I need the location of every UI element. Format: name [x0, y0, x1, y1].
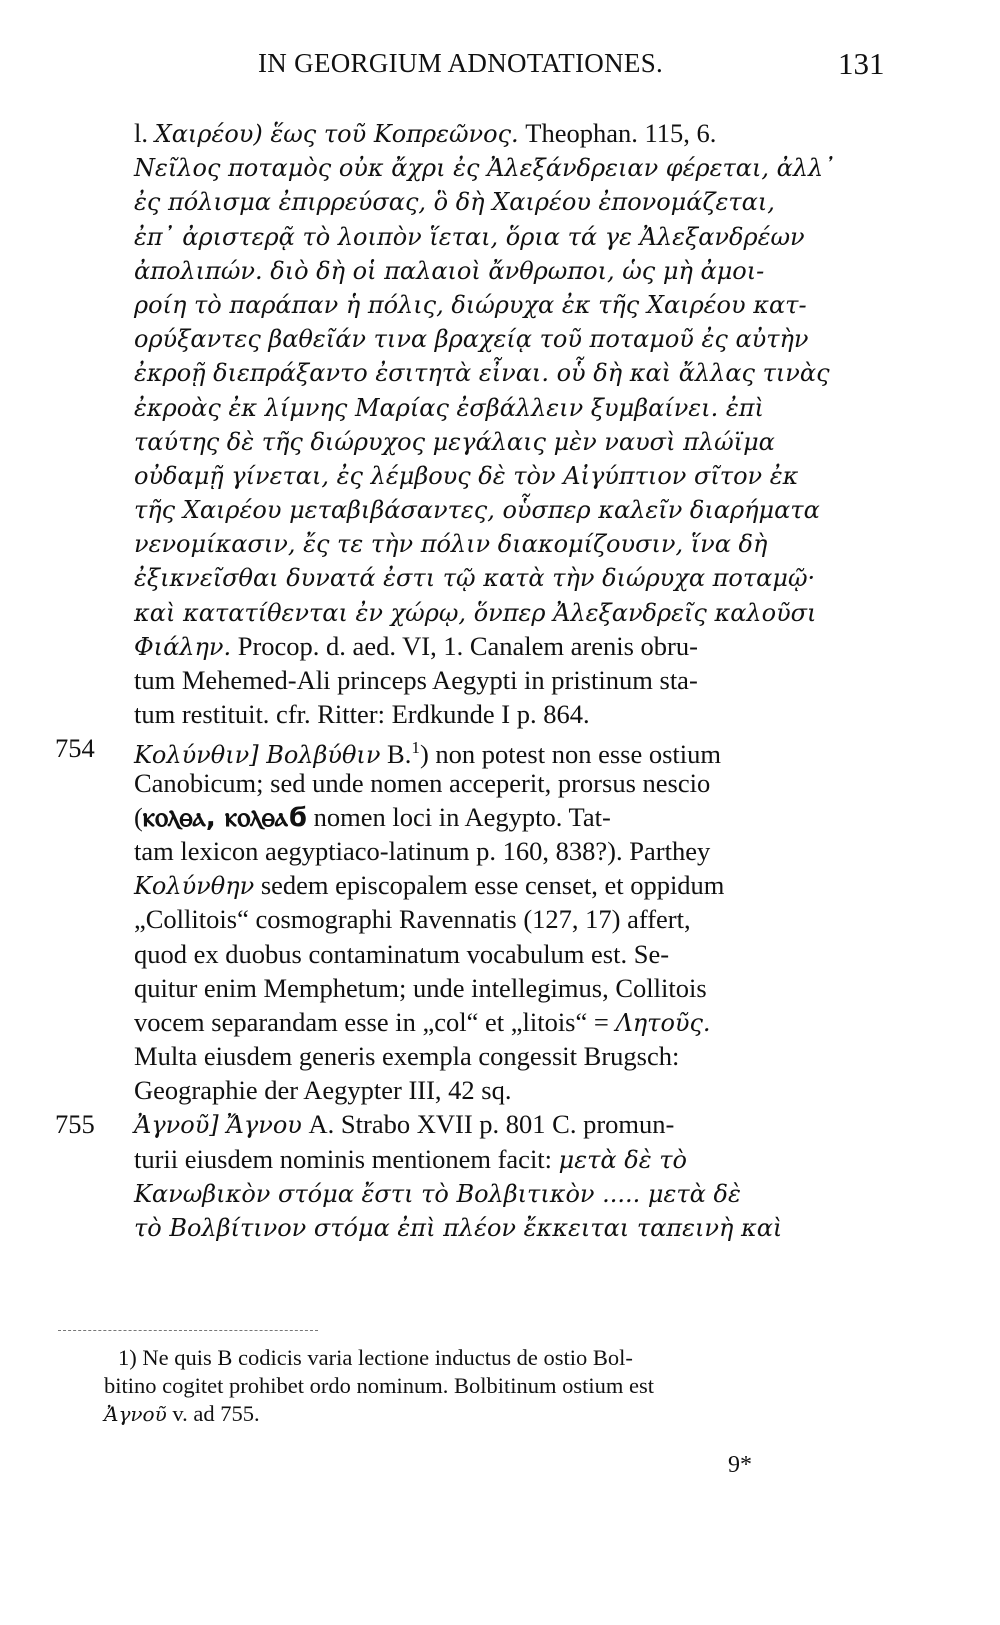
greek-text: Κολύνθην [134, 872, 255, 901]
greek-text: Ἀγνοῦ [104, 1402, 167, 1426]
text-line [0, 184, 1000, 218]
line-content [134, 560, 815, 595]
footnote-content [104, 1400, 260, 1428]
footnote-line [0, 1400, 1000, 1428]
greek-text: οὐδαμῇ γίνεται, ἐς λέμβους δὲ τὸν Αἰγύπτιον σῖτον ἐκ [134, 461, 799, 490]
coptic-text: ⲕⲟⲗⲑⲁ, ⲕⲟⲗⲑⲁϭ [142, 801, 307, 833]
greek-text: ταύτης δὲ τῆς διώρυχος μεγάλαις μὲν ναυσὶ πλώϊμα [134, 427, 775, 456]
latin-text: 1) Ne quis B codicis varia lectione inductus de ostio Bol- [118, 1345, 633, 1370]
text-line [0, 766, 1000, 800]
line-content [134, 355, 830, 390]
latin-text: „Collitois“ cosmographi Ravennatis (127, 17) affert, [134, 904, 691, 935]
line-content [134, 321, 809, 356]
verse-number: 755 [55, 1109, 95, 1140]
text-line [0, 1107, 1000, 1141]
line-content [134, 253, 764, 288]
greek-text: ἐκροῇ διεπράξαντο ἐσιτητὰ εἶναι. οὗ δὴ καὶ ἄλλας τινὰς [134, 359, 830, 388]
greek-text: τῆς Χαιρέου μεταβιβάσαντες, οὗσπερ καλεῖν διαρήματα [134, 496, 820, 525]
latin-text: l. [134, 118, 155, 148]
greek-text: Φιάλην. [134, 632, 232, 661]
line-content [134, 116, 716, 151]
line-content [134, 697, 590, 731]
text-line [0, 1039, 1000, 1073]
line-content [134, 458, 798, 493]
greek-text: Νεῖλος ποταμὸς οὐκ ἄχρι ἐς Ἀλεξάνδρειαν φέρεται, ἀλλ᾽ [134, 154, 836, 183]
greek-text: Κολύνθιν] Βολβύθιν [134, 741, 381, 770]
latin-text: Theophan. 115, 6. [518, 118, 717, 148]
greek-text: ροίη τὸ παράπαν ἡ πόλις, διώρυχα ἐκ τῆς Χαιρέου κατ- [134, 290, 807, 319]
latin-text: nomen loci in Aegypto. Tat- [306, 801, 611, 832]
text-line [0, 1005, 1000, 1039]
latin-text: Canobicum; sed unde nomen acceperit, prorsus nescio [134, 767, 711, 798]
latin-text: tum Mehemed-Ali princeps Aegypti in pristinum sta- [134, 665, 698, 695]
greek-text: Κανωβικὸν στόμα ἔστι τὸ Βολβιτικὸν ..... μετὰ δὲ [134, 1179, 741, 1208]
greek-text: Ἀγνοῦ] Ἄγνου [134, 1111, 302, 1140]
line-content [134, 492, 820, 527]
footnote-separator [58, 1330, 318, 1331]
greek-text: νενομίκασιν, ἔς τε τὴν πόλιν διακομίζουσιν, ἵνα δὴ [134, 530, 768, 559]
text-line [0, 287, 1000, 321]
latin-text: Multa eiusdem generis exempla congessit Brugsch: [134, 1041, 680, 1072]
line-content [134, 629, 698, 664]
text-line [0, 697, 1000, 731]
line-content [134, 595, 816, 630]
text-line [0, 971, 1000, 1005]
line-content [134, 1142, 687, 1177]
line-content [134, 902, 691, 936]
line-content [134, 937, 669, 971]
line-content [134, 1210, 782, 1245]
text-line [0, 663, 1000, 697]
greek-text: ἐκροὰς ἐκ λίμνης Μαρίας ἐσβάλλειν ξυμβαίνει. ἐπὶ [134, 393, 764, 422]
text-line [0, 834, 1000, 868]
latin-text: v. ad 755. [166, 1401, 260, 1426]
line-content [134, 287, 807, 322]
text-line [0, 731, 1000, 770]
greek-text: ἀπολιπών. διὸ δὴ οἱ παλαιοὶ ἄνθρωποι, ὡς μὴ ἀμοι- [134, 256, 765, 285]
text-line [0, 595, 1000, 629]
line-content [134, 219, 805, 254]
text-line [0, 355, 1000, 389]
greek-text: Χαιρέου) ἕως τοῦ Κοπρεῶνος. [154, 120, 519, 148]
running-title: IN GEORGIUM ADNOTATIONES. [258, 48, 664, 78]
greek-text: ορύξαντες βαθεῖάν τινα βραχείᾳ τοῦ ποταμοῦ ἐς αὐτὴν [134, 325, 809, 354]
text-line [0, 219, 1000, 253]
line-content [134, 1039, 679, 1073]
greek-text: καὶ κατατίθενται ἐν χώρῳ, ὅνπερ Ἀλεξανδρεῖς καλοῦσι [134, 598, 817, 627]
latin-text: B. [380, 739, 412, 770]
greek-text: τὸ Βολβίτινον στόμα ἐπὶ πλέον ἔκκειται ταπεινὴ καὶ [134, 1214, 783, 1242]
latin-text: ) non potest non esse ostium [419, 739, 722, 770]
page-number: 131 [838, 46, 885, 81]
footnote-marker: 1 [411, 738, 420, 758]
commentary-text [0, 116, 1000, 1244]
latin-text: bitino cogitet prohibet ordo nominum. Bolbitinum ostium est [104, 1373, 654, 1398]
text-line [0, 629, 1000, 663]
line-content [134, 150, 835, 185]
latin-text: tam lexicon aegyptiaco-latinum p. 160, 838?). Parthey [134, 835, 711, 866]
line-content [134, 800, 611, 835]
line-content [134, 526, 767, 561]
latin-text: quitur enim Memphetum; unde intellegimus, Collitois [134, 972, 707, 1003]
printer-signature: 9* [728, 1452, 752, 1478]
line-content [134, 663, 698, 697]
text-line [0, 902, 1000, 936]
latin-text: A. Strabo XVII p. 801 C. promun- [301, 1109, 675, 1140]
greek-text: Λητοῦς. [615, 1008, 711, 1037]
footnote-content [118, 1344, 633, 1372]
latin-text: sedem episcopalem esse censet, et oppidum [254, 870, 725, 901]
text-line [0, 526, 1000, 560]
latin-text: Procop. d. aed. VI, 1. Canalem arenis obru- [231, 630, 698, 661]
text-line [0, 424, 1000, 458]
line-content [134, 1073, 512, 1107]
verse-number: 754 [55, 733, 95, 764]
line-content [134, 971, 707, 1005]
text-line [0, 560, 1000, 594]
text-line [0, 937, 1000, 971]
text-line [0, 1073, 1000, 1107]
greek-text: ἐς πόλισμα ἐπιρρεύσας, ὃ δὴ Χαιρέου ἐπονομάζεται, [134, 188, 775, 217]
text-line [0, 1176, 1000, 1210]
text-line [0, 868, 1000, 902]
text-line [0, 1142, 1000, 1176]
line-content [134, 1107, 674, 1142]
text-line [0, 800, 1000, 834]
greek-text: μετὰ δὲ τὸ [558, 1145, 687, 1174]
text-line [0, 1210, 1000, 1244]
footnote-line [0, 1344, 1000, 1372]
latin-text: vocem separandam esse in „col“ et „litois“ = [134, 1006, 616, 1037]
line-content [134, 834, 710, 868]
text-line [0, 492, 1000, 526]
latin-text: ( [134, 801, 143, 832]
footnote [0, 1344, 1000, 1428]
running-head [0, 42, 1000, 92]
text-line [0, 150, 1000, 184]
latin-text: Geographie der Aegypter III, 42 sq. [134, 1075, 512, 1106]
line-content [134, 766, 710, 800]
latin-text: quod ex duobus contaminatum vocabulum est. Se- [134, 938, 670, 969]
latin-text: turii eiusdem nominis mentionem facit: [134, 1143, 559, 1174]
text-line [0, 390, 1000, 424]
text-line [0, 116, 1000, 150]
line-content [134, 390, 764, 425]
greek-text: ἐπ᾽ ἀριστερᾷ τὸ λοιπὸν ἵεται, ὅρια τά γε Ἀλεξανδρέων [134, 222, 805, 251]
line-content [134, 424, 775, 459]
greek-text: ἐξικνεῖσθαι δυνατά ἐστι τῷ κατὰ τὴν διώρυχα ποταμῷ· [134, 564, 816, 593]
text-line [0, 253, 1000, 287]
line-content [134, 1005, 711, 1040]
line-content [134, 184, 775, 219]
footnote-content [104, 1372, 654, 1400]
line-content [134, 1176, 741, 1211]
footnote-line [0, 1372, 1000, 1400]
latin-text: tum restituit. cfr. Ritter: Erdkunde I p. 864. [134, 699, 590, 730]
text-line [0, 458, 1000, 492]
text-line [0, 321, 1000, 355]
line-content [134, 868, 724, 903]
